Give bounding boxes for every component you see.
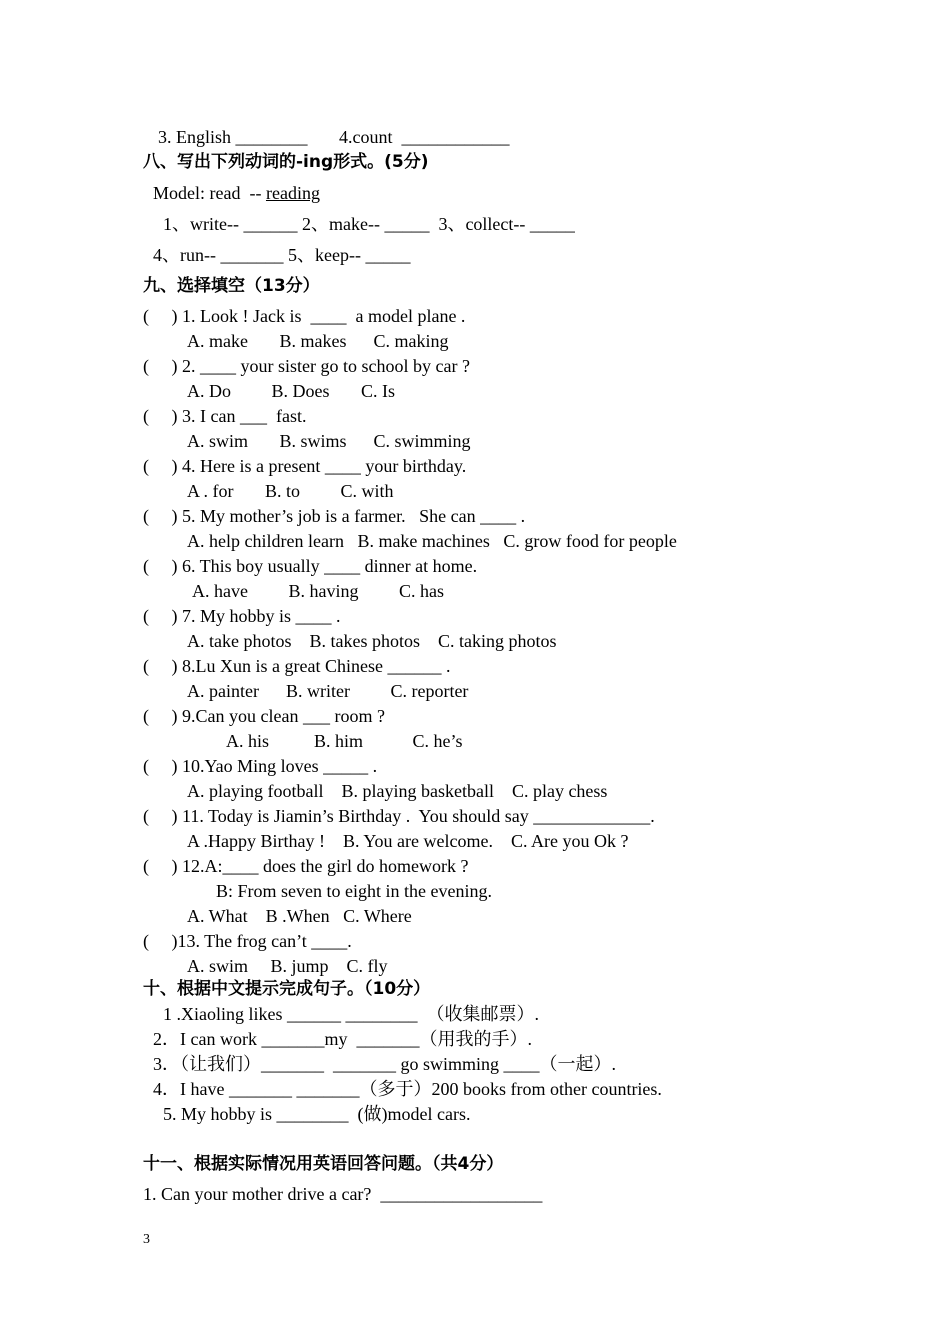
model-answer: reading — [265, 183, 320, 203]
text-line: 4．I have _______ _______（多于）200 books from other countries. — [153, 1079, 662, 1099]
text-line: 1、write-- ______ 2、make-- _____ 3、collect-- _____ — [163, 214, 575, 234]
text-line: ( ) 11. Today is Jiamin’s Birthday . You should say _____________. — [143, 806, 655, 826]
text-line: ( ) 7. My hobby is ____ . — [143, 606, 341, 626]
text-line: ( ) 3. I can ___ fast. — [143, 406, 307, 426]
text-line: B: From seven to eight in the evening. — [216, 881, 492, 901]
text-line: 4、run-- _______ 5、keep-- _____ — [153, 245, 411, 265]
section-heading: 九、选择填空（13分） — [143, 276, 320, 296]
text-line: A. make B. makes C. making — [187, 331, 449, 351]
text-line: A. Do B. Does C. Is — [187, 381, 396, 401]
section-heading: 八、写出下列动词的-ing形式。(5分) — [143, 152, 429, 172]
text-line: ( ) 12.A:____ does the girl do homework ? — [143, 856, 469, 876]
text-line: A. swim B. jump C. fly — [187, 956, 388, 976]
text-line: 3. English ________ 4.count ____________ — [158, 127, 510, 147]
text-line: 1 .Xiaoling likes ______ ________ （收集邮票）. — [163, 1004, 539, 1024]
text-line: ( ) 6. This boy usually ____ dinner at home. — [143, 556, 478, 576]
text-line: ( ) 9.Can you clean ___ room ? — [143, 706, 385, 726]
text-line: ( ) 4. Here is a present ____ your birthday. — [143, 456, 467, 476]
text-line: 3．（让我们）_______ _______ go swimming ____（一起）. — [153, 1054, 617, 1074]
text-line: A . for B. to C. with — [187, 481, 394, 501]
text-line: A .Happy Birthay ! B. You are welcome. C. Are you Ok ? — [187, 831, 629, 851]
text-line: ( )13. The frog can’t ____. — [143, 931, 352, 951]
text-line: 2．I can work _______my _______（用我的手）. — [153, 1029, 532, 1049]
text-line: A. swim B. swims C. swimming — [187, 431, 471, 451]
text-line: ( ) 1. Look ! Jack is ____ a model plane . — [143, 306, 466, 326]
text-line: A. What B .When C. Where — [187, 906, 412, 926]
text-line: ( ) 8.Lu Xun is a great Chinese ______ . — [143, 656, 451, 676]
text-line: A. his B. him C. he’s — [226, 731, 463, 751]
text-line: A. have B. having C. has — [192, 581, 444, 601]
text-line: A. painter B. writer C. reporter — [187, 681, 469, 701]
text-line: Model: read -- reading — [153, 183, 320, 203]
text-line: 5. My hobby is ________ (做)model cars. — [163, 1104, 471, 1124]
text-line: 1. Can your mother drive a car? __________________ — [143, 1184, 543, 1204]
text-line: A. take photos B. takes photos C. taking photos — [187, 631, 557, 651]
text-line: A. help children learn B. make machines C. grow food for people — [187, 531, 677, 551]
section-heading: 十一、根据实际情况用英语回答问题。（共4分） — [143, 1154, 504, 1174]
page-number: 3 — [143, 1232, 150, 1247]
section-heading: 十、根据中文提示完成句子。（10分） — [143, 979, 431, 999]
text-line: ( ) 10.Yao Ming loves _____ . — [143, 756, 378, 776]
text-line: ( ) 2. ____ your sister go to school by car ? — [143, 356, 470, 376]
text-line: ( ) 5. My mother’s job is a farmer. She can ____ . — [143, 506, 526, 526]
text-line: A. playing football B. playing basketball C. play chess — [187, 781, 608, 801]
